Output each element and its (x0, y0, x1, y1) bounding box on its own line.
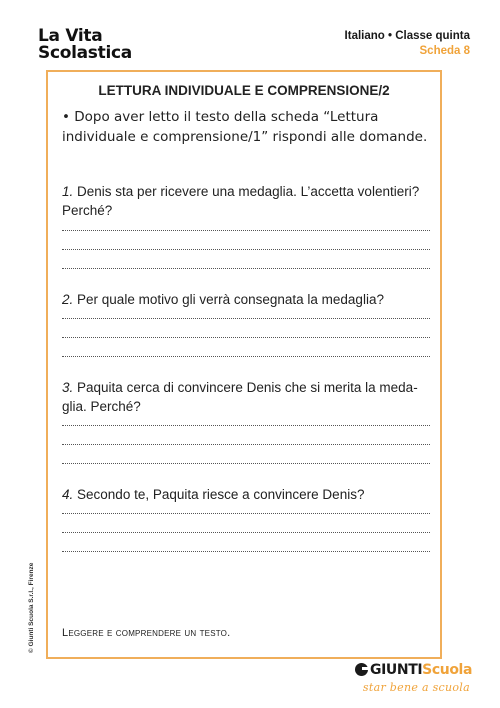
answer-line[interactable] (62, 249, 430, 250)
worksheet-frame (46, 70, 442, 659)
answer-line[interactable] (62, 444, 430, 445)
instructions-text: • Dopo aver letto il testo della scheda “Lettura individuale e comprensione/1” rispondi alle domande. (62, 109, 428, 145)
brand-part-1: GIUNTI (370, 662, 423, 678)
logo-line-2: Scolastica (38, 43, 132, 63)
question-number: 3. (62, 380, 74, 395)
giunti-g-icon (355, 663, 368, 676)
question-number: 4. (62, 487, 74, 502)
answer-line[interactable] (62, 551, 430, 552)
question-1 (62, 182, 440, 220)
brand-part-2: Scuola (422, 662, 472, 678)
answer-line[interactable] (62, 318, 430, 319)
question-text: Secondo te, Paquita riesce a convincere Denis? (77, 487, 365, 502)
question-number: 1. (62, 184, 74, 199)
answer-line[interactable] (62, 513, 430, 514)
question-text: Denis sta per ricevere una medaglia. L’accetta volentieri? Perché? (62, 184, 420, 218)
answer-line[interactable] (62, 337, 430, 338)
header-info (345, 29, 470, 59)
worksheet-title: LETTURA INDIVIDUALE E COMPRENSIONE/2 (98, 83, 390, 98)
answer-line[interactable] (62, 356, 430, 357)
question-text: Paquita cerca di convincere Denis che si merita la meda-glia. Perché? (62, 380, 418, 414)
answer-line[interactable] (62, 268, 430, 269)
question-2 (62, 290, 440, 309)
question-3 (62, 378, 440, 416)
answer-line[interactable] (62, 463, 430, 464)
logo-line-1: La Vita (38, 26, 103, 46)
question-text: Per quale motivo gli verrà consegnata la medaglia? (77, 292, 384, 307)
answer-line[interactable] (62, 425, 430, 426)
question-number: 2. (62, 292, 74, 307)
answer-line[interactable] (62, 230, 430, 231)
scheda-label: Scheda 8 (419, 45, 470, 57)
answer-line[interactable] (62, 532, 430, 533)
brand-tagline: star bene a scuola (362, 681, 470, 694)
la-vita-scolastica-logo (38, 28, 132, 62)
subject-label: Italiano • Classe quinta (344, 30, 470, 42)
copyright-notice: © Giunti Scuola S.r.l., Firenze (28, 562, 35, 653)
learning-objective: Leggere e comprendere un testo. (62, 627, 231, 639)
giunti-scuola-logo (355, 662, 472, 678)
question-4 (62, 485, 440, 504)
